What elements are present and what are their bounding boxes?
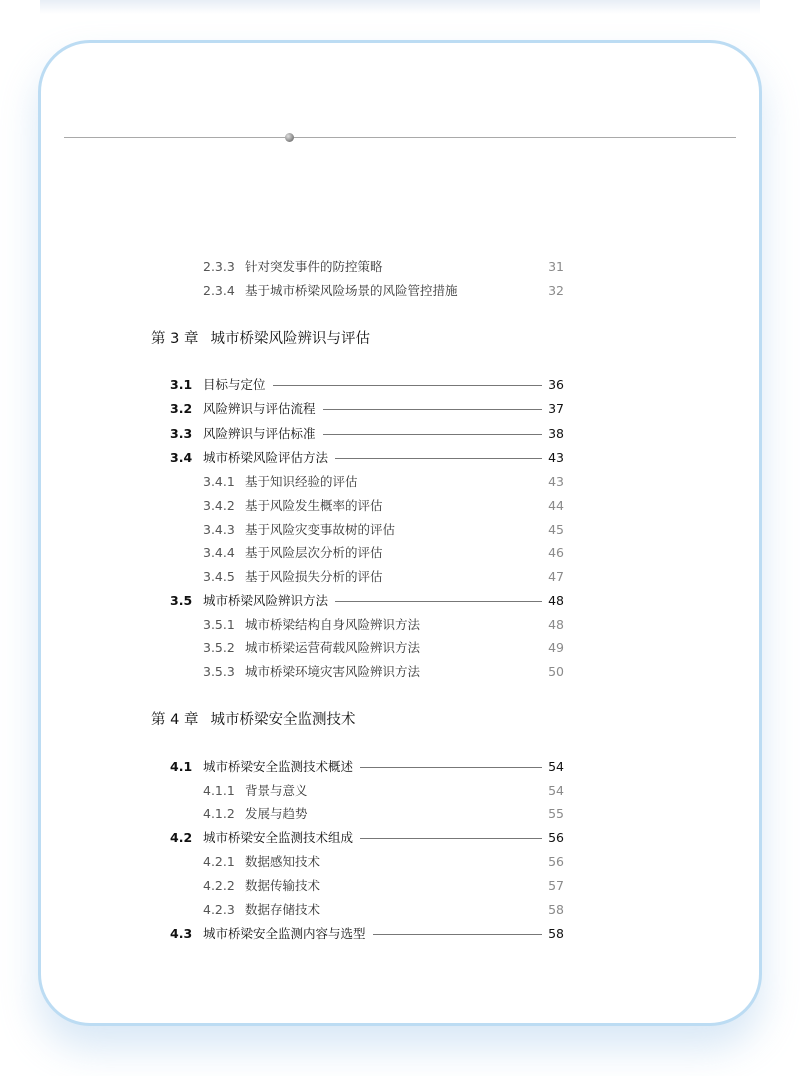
toc-entry-3-4-4[interactable] — [203, 543, 564, 563]
entry-page: 58 — [548, 902, 564, 917]
entry-number: 3.2 — [170, 401, 193, 416]
entry-number: 3.5.1 — [203, 617, 235, 632]
entry-page: 32 — [548, 283, 564, 298]
entry-number: 3.5 — [170, 593, 193, 608]
entry-title: 数据传输技术 — [245, 878, 321, 893]
entry-page: 36 — [548, 377, 564, 392]
entry-number: 3.4.5 — [203, 569, 235, 584]
entry-title: 针对突发事件的防控策略 — [245, 259, 383, 274]
toc-entry-3-5[interactable] — [170, 591, 564, 611]
toc-entry-3-5-1[interactable] — [203, 615, 564, 635]
entry-title: 城市桥梁安全监测技术概述 — [203, 759, 354, 774]
entry-page: 46 — [548, 545, 564, 560]
leader-line — [373, 934, 543, 935]
entry-title: 基于风险灾变事故树的评估 — [245, 522, 396, 537]
entry-title: 风险辨识与评估标准 — [203, 426, 316, 441]
entry-number: 3.4.4 — [203, 545, 235, 560]
entry-title: 基于风险发生概率的评估 — [245, 498, 383, 513]
entry-page: 58 — [548, 926, 564, 941]
entry-page: 45 — [548, 522, 564, 537]
entry-page: 57 — [548, 878, 564, 893]
toc-entry-3-1[interactable] — [170, 375, 564, 395]
entry-title: 城市桥梁风险评估方法 — [203, 450, 329, 465]
entry-number: 3.4.2 — [203, 498, 235, 513]
entry-page: 49 — [548, 640, 564, 655]
entry-page: 44 — [548, 498, 564, 513]
toc-entry-3-5-3[interactable] — [203, 662, 564, 682]
entry-number: 3.4 — [170, 450, 193, 465]
entry-title: 发展与趋势 — [245, 806, 308, 821]
entry-number: 4.3 — [170, 926, 193, 941]
chapter-title: 城市桥梁安全监测技术 — [210, 712, 356, 728]
toc-entry-3-2[interactable] — [170, 399, 564, 419]
toc-entry-3-4-5[interactable] — [203, 567, 564, 587]
toc-entry-3-4-3[interactable] — [203, 520, 564, 540]
toc-entry-3-3[interactable] — [170, 424, 564, 444]
toc-entry-3-4-2[interactable] — [203, 496, 564, 516]
chapter-4-heading[interactable] — [151, 710, 355, 730]
entry-title: 城市桥梁风险辨识方法 — [203, 593, 329, 608]
entry-title: 城市桥梁结构自身风险辨识方法 — [245, 617, 421, 632]
entry-page: 47 — [548, 569, 564, 584]
entry-page: 37 — [548, 401, 564, 416]
entry-number: 3.5.3 — [203, 664, 235, 679]
entry-title: 城市桥梁安全监测内容与选型 — [203, 926, 366, 941]
leader-line — [360, 838, 542, 839]
entry-page: 50 — [548, 664, 564, 679]
toc-entry-4-2[interactable] — [170, 828, 564, 848]
chapter-title: 城市桥梁风险辨识与评估 — [210, 331, 370, 347]
entry-page: 31 — [548, 259, 564, 274]
entry-page: 56 — [548, 854, 564, 869]
toc-entry-4-1[interactable] — [170, 757, 564, 777]
entry-page: 56 — [548, 830, 564, 845]
entry-page: 54 — [548, 759, 564, 774]
entry-title: 数据感知技术 — [245, 854, 321, 869]
toc-entry-2-3-3[interactable] — [203, 257, 564, 277]
leader-line — [335, 458, 542, 459]
leader-line — [335, 601, 542, 602]
entry-title: 基于风险损失分析的评估 — [245, 569, 383, 584]
entry-number: 3.1 — [170, 377, 193, 392]
entry-number: 3.4.1 — [203, 474, 235, 489]
entry-number: 4.1.1 — [203, 783, 235, 798]
toc-entry-4-3[interactable] — [170, 924, 564, 944]
entry-title: 城市桥梁环境灾害风险辨识方法 — [245, 664, 421, 679]
chapter-label: 第 3 章 — [151, 331, 199, 347]
entry-title: 数据存储技术 — [245, 902, 321, 917]
toc-entry-4-1-2[interactable] — [203, 804, 564, 824]
toc-entry-2-3-4[interactable] — [203, 281, 564, 301]
leader-line — [273, 385, 543, 386]
entry-number: 3.3 — [170, 426, 193, 441]
entry-number: 4.1.2 — [203, 806, 235, 821]
entry-number: 4.2.2 — [203, 878, 235, 893]
entry-page: 55 — [548, 806, 564, 821]
toc-entry-3-5-2[interactable] — [203, 638, 564, 658]
chapter-label: 第 4 章 — [151, 712, 199, 728]
entry-title: 目标与定位 — [203, 377, 266, 392]
entry-page: 43 — [548, 474, 564, 489]
entry-page: 38 — [548, 426, 564, 441]
entry-page: 54 — [548, 783, 564, 798]
toc-entry-4-2-3[interactable] — [203, 900, 564, 920]
entry-title: 风险辨识与评估流程 — [203, 401, 316, 416]
entry-title: 基于知识经验的评估 — [245, 474, 358, 489]
entry-number: 3.5.2 — [203, 640, 235, 655]
entry-title: 城市桥梁运营荷载风险辨识方法 — [245, 640, 421, 655]
leader-line — [323, 434, 543, 435]
entry-page: 48 — [548, 617, 564, 632]
entry-title: 基于风险层次分析的评估 — [245, 545, 383, 560]
entry-number: 2.3.3 — [203, 259, 235, 274]
entry-number: 4.1 — [170, 759, 193, 774]
leader-line — [360, 767, 542, 768]
toc-entry-4-2-1[interactable] — [203, 852, 564, 872]
entry-title: 基于城市桥梁风险场景的风险管控措施 — [245, 283, 458, 298]
entry-title: 城市桥梁安全监测技术组成 — [203, 830, 354, 845]
entry-number: 4.2.3 — [203, 902, 235, 917]
entry-number: 4.2.1 — [203, 854, 235, 869]
toc-entry-4-2-2[interactable] — [203, 876, 564, 896]
toc-entry-4-1-1[interactable] — [203, 781, 564, 801]
entry-number: 2.3.4 — [203, 283, 235, 298]
entry-page: 48 — [548, 593, 564, 608]
entry-title: 背景与意义 — [245, 783, 308, 798]
entry-number: 3.4.3 — [203, 522, 235, 537]
chapter-3-heading[interactable] — [151, 329, 370, 349]
entry-number: 4.2 — [170, 830, 193, 845]
entry-page: 43 — [548, 450, 564, 465]
leader-line — [323, 409, 543, 410]
toc-entry-3-4[interactable] — [170, 448, 564, 468]
toc-entry-3-4-1[interactable] — [203, 472, 564, 492]
